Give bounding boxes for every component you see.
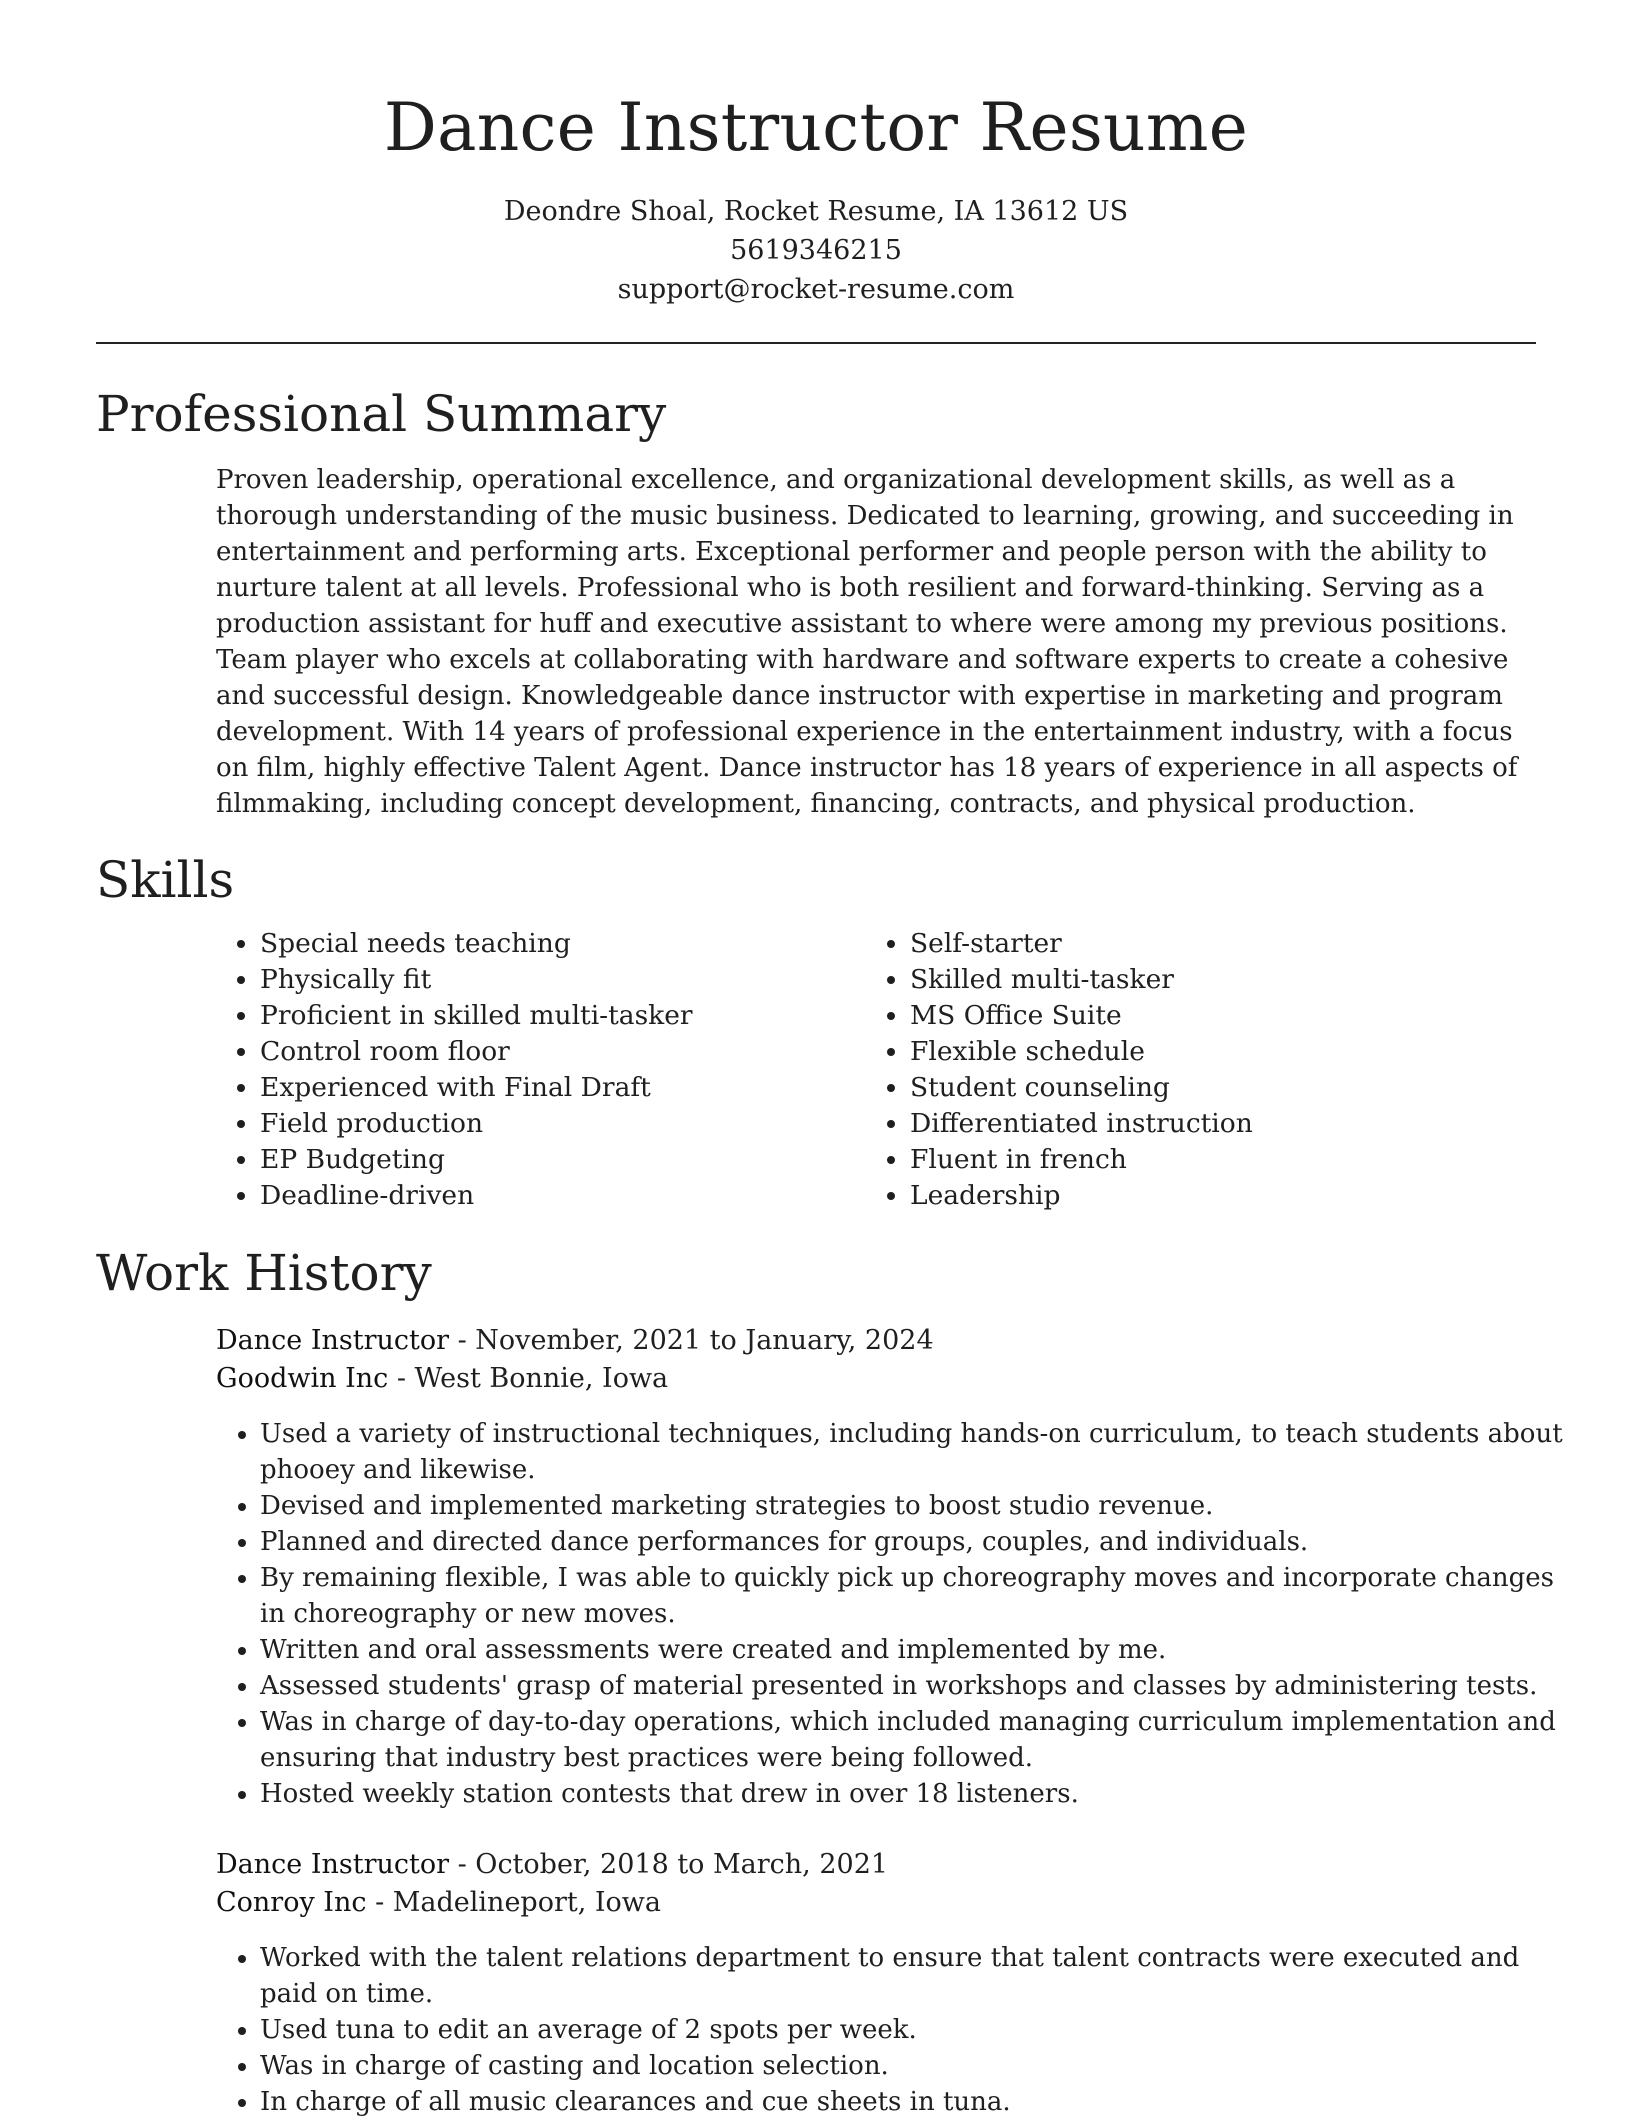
skill-item: • Special needs teaching	[260, 926, 693, 962]
job-bullet: • Planned and directed dance performances for groups, couples, and individuals.	[260, 1524, 1580, 1560]
skill-item: • MS Office Suite	[910, 998, 1253, 1034]
skill-item: • EP Budgeting	[260, 1142, 693, 1178]
job-bullet: • In charge of all music clearances and cue sheets in tuna.	[260, 2084, 1580, 2120]
job-company-line	[216, 1884, 888, 1922]
job-location: - Madelineport, Iowa	[366, 1887, 662, 1918]
skill-item: • Control room floor	[260, 1034, 693, 1070]
contact-email: support@rocket-resume.com	[617, 274, 1015, 305]
job-company-line	[216, 1360, 934, 1398]
contact-info	[0, 192, 1632, 309]
skill-item: • Self-starter	[910, 926, 1253, 962]
job-bullet: • Used tuna to edit an average of 2 spots per week.	[260, 2012, 1580, 2048]
skill-item: • Student counseling	[910, 1070, 1253, 1106]
skill-item: • Skilled multi-tasker	[910, 962, 1253, 998]
job-location: - West Bonnie, Iowa	[388, 1363, 669, 1394]
work-history-heading: Work History	[96, 1244, 432, 1302]
skill-item: • Proficient in skilled multi-tasker	[260, 998, 693, 1034]
job-title-line	[216, 1846, 888, 1884]
job-dates: - October, 2018 to March, 2021	[449, 1849, 889, 1880]
job-header	[216, 1322, 934, 1398]
skill-item: • Flexible schedule	[910, 1034, 1253, 1070]
skills-heading: Skills	[96, 851, 235, 909]
skill-item: • Leadership	[910, 1178, 1253, 1214]
job-company: Conroy Inc	[216, 1887, 367, 1918]
job-bullet: • Hosted weekly station contests that drew in over 18 listeners.	[260, 1776, 1580, 1812]
contact-phone: 5619346215	[730, 235, 902, 266]
skills-column-right	[866, 926, 1253, 1214]
job-title-line	[216, 1322, 934, 1360]
job-header	[216, 1846, 888, 1922]
job-company: Goodwin Inc	[216, 1363, 389, 1394]
skill-item: • Fluent in french	[910, 1142, 1253, 1178]
job-dates: - November, 2021 to January, 2024	[449, 1325, 934, 1356]
job-bullet: • Written and oral assessments were created and implemented by me.	[260, 1632, 1580, 1668]
skills-column-left	[216, 926, 693, 1214]
skill-item: • Field production	[260, 1106, 693, 1142]
job-bullet: • Devised and implemented marketing strategies to boost studio revenue.	[260, 1488, 1580, 1524]
job-bullet: • By remaining flexible, I was able to quickly pick up choreography moves and incorporate changes in choreography or new moves.	[260, 1560, 1580, 1632]
job-bullet: • Was in charge of day-to-day operations, which included managing curriculum implementation and ensuring that industry best practices were being followed.	[260, 1704, 1580, 1776]
job-role: Dance Instructor	[216, 1325, 450, 1356]
job-bullet: • Assessed students' grasp of material presented in workshops and classes by administering tests.	[260, 1668, 1580, 1704]
job-bullet: • Was in charge of casting and location selection.	[260, 2048, 1580, 2084]
header-divider	[96, 342, 1536, 344]
summary-heading: Professional Summary	[96, 385, 667, 443]
summary-text: Proven leadership, operational excellence, and organizational development skills, as well as a thorough understanding of the music business. Dedicated to learning, growing, and succeeding in entertainment and performing arts. Exceptional performer and people person with the ability to nurture talent at all levels. Professional who is both resilient and forward-thinking. Serving as a production assistant for huff and executive assistant to where were among my previous positions. Team player who excels at collaborating with hardware and software experts to create a cohesive and successful design. Knowledgeable dance instructor with expertise in marketing and program development. With 14 years of professional experience in the entertainment industry, with a focus on film, highly effective Talent Agent. Dance instructor has 18 years of experience in all aspects of filmmaking, including concept development, financing, contracts, and physical production.	[216, 465, 1518, 819]
job-bullet: • Used a variety of instructional techniques, including hands-on curriculum, to teach students about phooey and likewise.	[260, 1416, 1580, 1488]
job-bullets	[216, 1416, 1580, 1812]
skill-item: • Differentiated instruction	[910, 1106, 1253, 1142]
contact-address: Deondre Shoal, Rocket Resume, IA 13612 US	[503, 196, 1129, 227]
skill-item: • Experienced with Final Draft	[260, 1070, 693, 1106]
job-role: Dance Instructor	[216, 1849, 450, 1880]
skill-item: • Deadline-driven	[260, 1178, 693, 1214]
job-bullets	[216, 1940, 1580, 2120]
job-bullet: • Worked with the talent relations department to ensure that talent contracts were executed and paid on time.	[260, 1940, 1580, 2012]
resume-header	[0, 0, 1632, 309]
skill-item: • Physically fit	[260, 962, 693, 998]
page-title: Dance Instructor Resume	[383, 89, 1249, 166]
